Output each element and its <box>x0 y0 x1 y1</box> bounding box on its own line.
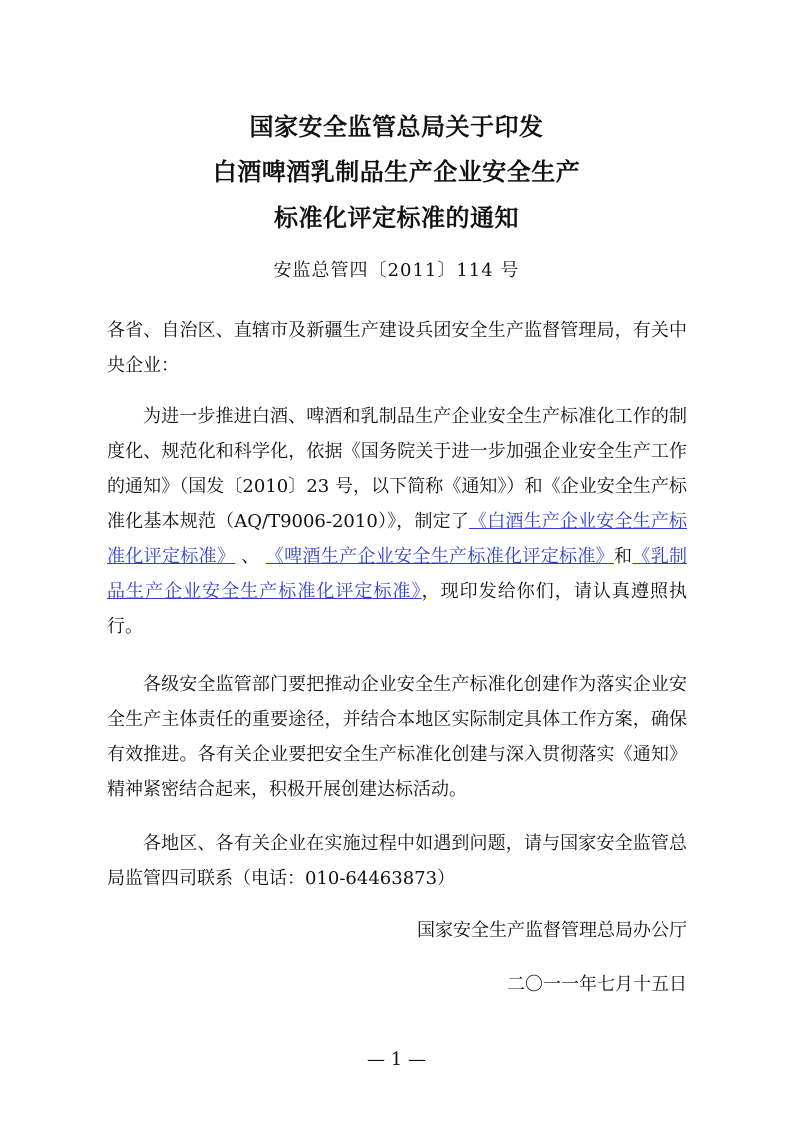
conjunction-text: 和 <box>614 546 633 567</box>
body-paragraph-1 <box>107 399 687 644</box>
addressee: 各省、自治区、直辖市及新疆生产建设兵团安全生产监督管理局，有关中央企业： <box>107 320 687 376</box>
page-number: — 1 — <box>367 1049 426 1070</box>
body-paragraph-2: 各级安全监管部门要把推动企业安全生产标准化创建作为落实企业安全生产主体责任的重要途径，并结合本地区实际制定具体工作方案，确保有效推进。各有关企业要把安全生产标准化创建与深入贯彻落实《通知》精神紧密结合起来，积极开展创建达标活动。 <box>107 674 687 800</box>
link-baijiu-standard[interactable]: 《白酒生产企业安全生产标准化评定标准》 <box>107 511 687 567</box>
paragraph-text: ，现印发给你们，请认真遵照执行。 <box>107 581 688 637</box>
title-line-3: 标准化评定标准的通知 <box>274 204 519 232</box>
signature-office: 国家安全生产监督管理总局办公厅 <box>417 920 687 941</box>
separator-text: 、 <box>235 546 266 567</box>
paragraph-text: 为进一步推进白酒、啤酒和乳制品生产企业安全生产标准化工作的制度化、规范化和科学化，依据《国务院关于进一步加强企业安全生产工作的通知》（国发〔2010〕23 号，以下简称《通知》）和《企业安全生产标准化基本规范（AQ/T9006-2010）》，制定了 <box>107 406 687 532</box>
title-line-2: 白酒啤酒乳制品生产企业安全生产 <box>212 158 581 186</box>
title-line-1: 国家安全监管总局关于印发 <box>249 113 544 141</box>
body-paragraph-3: 各地区、各有关企业在实施过程中如遇到问题，请与国家安全监管总局监管四司联系（电话：010-64463873） <box>107 833 687 889</box>
link-beer-standard[interactable]: 《啤酒生产企业安全生产标准化评定标准》 <box>265 546 615 567</box>
link-dairy-standard[interactable]: 《乳制品生产企业安全生产标准化评定标准》 <box>107 546 688 602</box>
document-number: 安监总管四〔2011〕114 号 <box>273 260 520 281</box>
signature-date: 二〇一一年七月十五日 <box>507 974 687 995</box>
